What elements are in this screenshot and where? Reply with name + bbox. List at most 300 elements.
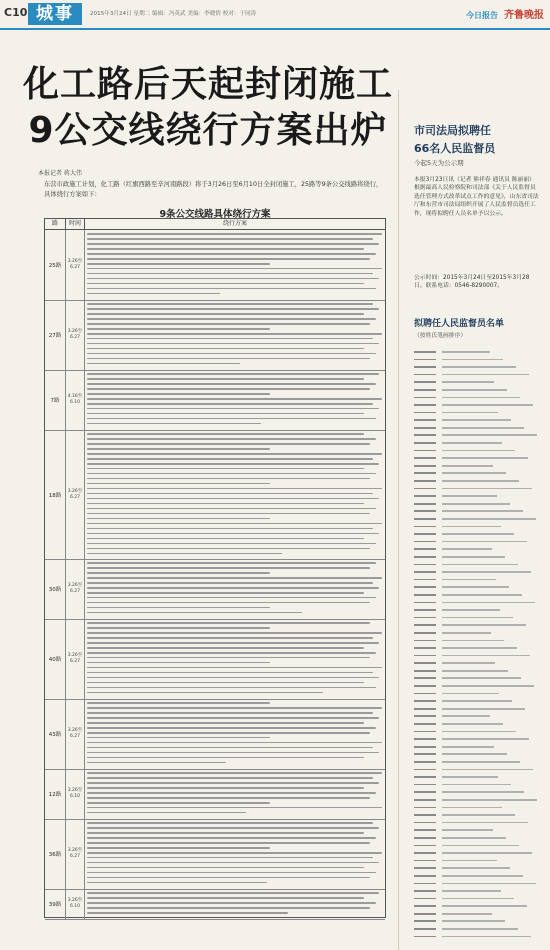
time-cell: 3.26至6.27 <box>66 699 85 769</box>
text-line <box>87 627 270 629</box>
nominee-affiliation <box>442 898 514 900</box>
route-cell: 43路 <box>45 699 66 769</box>
text-line <box>87 378 364 380</box>
nominee-name <box>414 761 436 763</box>
time-cell: 3.26至6.27 <box>66 819 85 889</box>
list-subtitle: （按姓氏笔画排序） <box>414 333 467 339</box>
nominee-name <box>414 419 436 421</box>
nominee-name <box>414 359 436 361</box>
list-item <box>414 842 544 850</box>
text-line <box>87 358 370 360</box>
nominee-name <box>414 791 436 793</box>
text-line <box>87 538 364 540</box>
nominee-name <box>414 488 436 490</box>
nominee-name <box>414 518 436 520</box>
text-line <box>87 797 370 799</box>
text-line <box>87 483 270 485</box>
text-line <box>87 907 370 909</box>
time-cell: 3.26至6.27 <box>66 619 85 699</box>
text-line <box>87 752 379 754</box>
nominee-affiliation <box>442 715 490 717</box>
list-item <box>414 750 544 758</box>
text-line <box>87 722 364 724</box>
table-row <box>45 769 385 820</box>
text-line <box>87 587 379 589</box>
text-line <box>87 602 370 604</box>
list-item <box>414 667 544 675</box>
nominee-affiliation <box>442 905 527 907</box>
masthead-brand <box>466 6 544 21</box>
page-header <box>0 0 550 30</box>
list-item <box>414 804 544 812</box>
text-line <box>87 897 364 899</box>
list-item <box>414 500 544 508</box>
nominee-affiliation <box>442 920 505 922</box>
text-line <box>87 553 282 555</box>
text-line <box>87 468 364 470</box>
nominee-name <box>414 624 436 626</box>
text-line <box>87 408 379 410</box>
table-row <box>45 300 385 371</box>
plan-cell <box>87 702 382 767</box>
nominee-affiliation <box>442 791 524 793</box>
plan-cell <box>87 622 382 697</box>
nominee-name <box>414 586 436 588</box>
list-item <box>414 872 544 880</box>
list-item <box>414 690 544 698</box>
list-item <box>414 416 544 424</box>
header-time: 时间 <box>66 219 85 229</box>
nominee-name <box>414 374 436 376</box>
list-item <box>414 568 544 576</box>
text-line <box>87 712 373 714</box>
nominee-affiliation <box>442 442 502 444</box>
list-item <box>414 682 544 690</box>
text-line <box>87 328 270 330</box>
nominee-name <box>414 556 436 558</box>
nominee-affiliation <box>442 556 505 558</box>
nominee-affiliation <box>442 533 514 535</box>
text-line <box>87 363 240 365</box>
list-item <box>414 348 544 356</box>
nominee-affiliation <box>442 351 490 353</box>
nominee-affiliation <box>442 480 519 482</box>
text-line <box>87 857 373 859</box>
nominee-name <box>414 655 436 657</box>
list-item <box>414 363 544 371</box>
nominee-affiliation <box>442 548 492 550</box>
text-line <box>87 478 370 480</box>
text-line <box>87 657 370 659</box>
text-line <box>87 567 370 569</box>
text-line <box>87 707 382 709</box>
list-item <box>414 675 544 683</box>
list-item <box>414 583 544 591</box>
list-item <box>414 439 544 447</box>
nominee-affiliation <box>442 746 494 748</box>
list-item <box>414 697 544 705</box>
text-line <box>87 647 364 649</box>
text-line <box>87 562 376 564</box>
text-line <box>87 333 382 335</box>
nominee-name <box>414 875 436 877</box>
text-line <box>87 652 376 654</box>
text-line <box>87 672 373 674</box>
list-item <box>414 462 544 470</box>
nominee-name <box>414 693 436 695</box>
list-item <box>414 424 544 432</box>
text-line <box>87 812 246 814</box>
text-line <box>87 682 364 684</box>
text-line <box>87 892 379 894</box>
nominee-name <box>414 837 436 839</box>
list-item <box>414 925 544 933</box>
nominee-affiliation <box>442 609 500 611</box>
text-line <box>87 398 382 400</box>
text-line <box>87 293 220 295</box>
list-item <box>414 735 544 743</box>
table-row <box>45 619 385 700</box>
plan-cell <box>87 303 382 368</box>
nominee-affiliation <box>442 602 535 604</box>
nominee-name <box>414 457 436 459</box>
nominee-affiliation <box>442 837 506 839</box>
list-item <box>414 637 544 645</box>
text-line <box>87 737 270 739</box>
list-item <box>414 880 544 888</box>
nominee-affiliation <box>442 381 494 383</box>
text-line <box>87 313 364 315</box>
text-line <box>87 622 370 624</box>
nominee-affiliation <box>442 526 501 528</box>
text-line <box>87 433 364 435</box>
nominee-name <box>414 495 436 497</box>
nominee-affiliation <box>442 518 536 520</box>
nominee-affiliation <box>442 852 532 854</box>
table-row <box>45 230 385 301</box>
nominee-name <box>414 769 436 771</box>
nominee-affiliation <box>442 761 520 763</box>
nominee-name <box>414 541 436 543</box>
plan-cell <box>87 772 382 817</box>
section-badge: 城事 <box>28 3 82 25</box>
list-item <box>414 659 544 667</box>
plan-cell <box>87 892 382 917</box>
nominee-name <box>414 548 436 550</box>
nominee-name <box>414 579 436 581</box>
nominee-name <box>414 852 436 854</box>
text-line <box>87 877 370 879</box>
list-item <box>414 849 544 857</box>
list-title: 拟聘任人民监督员名单 <box>414 319 505 329</box>
list-item <box>414 887 544 895</box>
nominee-affiliation <box>442 503 510 505</box>
text-line <box>87 827 379 829</box>
headline-line-2: 9公交线绕行方案出炉 <box>28 110 388 151</box>
nominee-name <box>414 845 436 847</box>
text-line <box>87 453 382 455</box>
text-line <box>87 662 270 664</box>
text-line <box>87 852 382 854</box>
text-line <box>87 258 370 260</box>
text-line <box>87 458 373 460</box>
nominee-name <box>414 920 436 922</box>
text-line <box>87 463 379 465</box>
nominee-affiliation <box>442 434 537 436</box>
list-item <box>414 591 544 599</box>
sidebar-intro: 本报3月23日讯（记者 熊祥春 通讯员 陈丽丽）根据最高人民检察院和司法部《关于人民监督员选任管理方式改革试点工作的意见》，山东省司法厅和东营市司法局组织开展了人民监督员选任工作，现将拟聘任人员名单予以公示。 <box>414 177 539 217</box>
nominee-name <box>414 883 436 885</box>
nominee-name <box>414 465 436 467</box>
brand-tagline: 今日报告 <box>466 11 498 20</box>
list-item <box>414 781 544 789</box>
text-line <box>87 403 373 405</box>
text-line <box>87 762 226 764</box>
route-cell: 7路 <box>45 370 66 430</box>
time-cell: 3.26至6.27 <box>66 300 85 370</box>
text-line <box>87 268 382 270</box>
list-item <box>414 553 544 561</box>
list-item <box>414 371 544 379</box>
nominee-name <box>414 640 436 642</box>
text-line <box>87 902 376 904</box>
text-line <box>87 443 370 445</box>
table-row <box>45 559 385 620</box>
nominee-name <box>414 571 436 573</box>
nominee-name <box>414 404 436 406</box>
text-line <box>87 543 376 545</box>
nominee-affiliation <box>442 807 502 809</box>
nominee-list <box>414 348 544 940</box>
table-title: 9条公交线路具体绕行方案 <box>159 209 271 220</box>
text-line <box>87 592 364 594</box>
nominee-affiliation <box>442 495 497 497</box>
nominee-affiliation <box>442 450 515 452</box>
text-line <box>87 747 373 749</box>
list-item <box>414 743 544 751</box>
list-item <box>414 766 544 774</box>
route-cell: 40路 <box>45 619 66 699</box>
nominee-name <box>414 776 436 778</box>
route-cell: 39路 <box>45 889 66 919</box>
text-line <box>87 233 382 235</box>
route-cell: 30路 <box>45 559 66 619</box>
list-item <box>414 705 544 713</box>
text-line <box>87 677 379 679</box>
text-line <box>87 238 373 240</box>
list-item <box>414 834 544 842</box>
list-item <box>414 515 544 523</box>
sidebar-title-line-2: 66名人民监督员 <box>414 142 496 155</box>
nominee-affiliation <box>442 427 524 429</box>
sidebar-subtitle: 今起5天为公示期 <box>414 159 464 167</box>
nominee-affiliation <box>442 738 529 740</box>
nominee-affiliation <box>442 769 533 771</box>
nominee-affiliation <box>442 579 496 581</box>
nominee-name <box>414 564 436 566</box>
list-item <box>414 470 544 478</box>
time-cell: 3.26至6.10 <box>66 769 85 819</box>
nominee-name <box>414 389 436 391</box>
list-item <box>414 720 544 728</box>
table-row <box>45 819 385 890</box>
nominee-name <box>414 427 436 429</box>
text-line <box>87 802 270 804</box>
nominee-affiliation <box>442 647 517 649</box>
text-line <box>87 867 364 869</box>
nominee-affiliation <box>442 624 526 626</box>
text-line <box>87 727 376 729</box>
nominee-name <box>414 867 436 869</box>
text-line <box>87 582 373 584</box>
nominee-affiliation <box>442 571 531 573</box>
nominee-affiliation <box>442 913 492 915</box>
nominee-affiliation <box>442 700 512 702</box>
nominee-name <box>414 662 436 664</box>
nominee-name <box>414 351 436 353</box>
nominee-name <box>414 715 436 717</box>
list-item <box>414 910 544 918</box>
nominee-affiliation <box>442 753 507 755</box>
nominee-name <box>414 434 436 436</box>
text-line <box>87 393 270 395</box>
list-item <box>414 728 544 736</box>
nominee-name <box>414 913 436 915</box>
nominee-name <box>414 829 436 831</box>
edition-meta: 2015年3月24日 星期二 编辑：冯英武 美编：李晓倩 校对：于同涛 <box>90 11 257 17</box>
route-cell: 25路 <box>45 230 66 300</box>
nominee-affiliation <box>442 488 532 490</box>
text-line <box>87 373 379 375</box>
text-line <box>87 847 270 849</box>
nominee-affiliation <box>442 936 531 938</box>
text-line <box>87 692 323 694</box>
text-line <box>87 508 376 510</box>
list-item <box>414 621 544 629</box>
nominee-affiliation <box>442 457 528 459</box>
text-line <box>87 253 376 255</box>
text-line <box>87 667 382 669</box>
nominee-name <box>414 450 436 452</box>
text-line <box>87 503 364 505</box>
nominee-name <box>414 936 436 938</box>
text-line <box>87 572 270 574</box>
list-item <box>414 614 544 622</box>
text-line <box>87 343 379 345</box>
nominee-name <box>414 822 436 824</box>
text-line <box>87 388 370 390</box>
list-item <box>414 401 544 409</box>
sidebar-article <box>398 30 550 924</box>
nominee-affiliation <box>442 814 515 816</box>
article-lede: 东营市政施工计划，化工路（红旗西路至辛河南路段）将于3月26日至6月10日全封闭施工，25路等9条公交线路将绕行，具体绕行方案如下： <box>44 181 383 198</box>
nominee-name <box>414 602 436 604</box>
text-line <box>87 862 379 864</box>
text-line <box>87 518 270 520</box>
nominee-name <box>414 890 436 892</box>
plan-cell <box>87 233 382 298</box>
text-line <box>87 248 364 250</box>
header-route: 路 <box>45 219 66 229</box>
nominee-affiliation <box>442 397 520 399</box>
route-cell: 18路 <box>45 430 66 559</box>
nominee-name <box>414 807 436 809</box>
nominee-affiliation <box>442 541 527 543</box>
text-line <box>87 423 261 425</box>
nominee-affiliation <box>442 670 508 672</box>
nominee-name <box>414 480 436 482</box>
nominee-name <box>414 647 436 649</box>
list-item <box>414 394 544 402</box>
nominee-affiliation <box>442 412 498 414</box>
nominee-affiliation <box>442 632 491 634</box>
nominee-affiliation <box>442 586 509 588</box>
list-item <box>414 652 544 660</box>
sidebar-note: 公示时间：2015年3月24日至2015年3月28日。联系电话：0546-8290007。 <box>414 275 530 290</box>
text-line <box>87 513 370 515</box>
list-item <box>414 902 544 910</box>
nominee-name <box>414 533 436 535</box>
list-item <box>414 523 544 531</box>
nominee-affiliation <box>442 389 507 391</box>
nominee-affiliation <box>442 799 537 801</box>
nominee-name <box>414 526 436 528</box>
text-line <box>87 822 373 824</box>
list-item <box>414 599 544 607</box>
text-line <box>87 832 364 834</box>
nominee-affiliation <box>442 693 499 695</box>
text-line <box>87 488 382 490</box>
list-item <box>414 447 544 455</box>
text-line <box>87 263 270 265</box>
nominee-affiliation <box>442 472 506 474</box>
nominee-affiliation <box>442 685 534 687</box>
text-line <box>87 717 379 719</box>
nominee-name <box>414 784 436 786</box>
nominee-name <box>414 814 436 816</box>
nominee-name <box>414 928 436 930</box>
text-line <box>87 597 376 599</box>
nominee-name <box>414 609 436 611</box>
text-line <box>87 533 379 535</box>
nominee-name <box>414 381 436 383</box>
nominee-name <box>414 510 436 512</box>
nominee-affiliation <box>442 465 493 467</box>
nominee-affiliation <box>442 822 528 824</box>
nominee-affiliation <box>442 723 503 725</box>
text-line <box>87 418 376 420</box>
list-item <box>414 857 544 865</box>
text-line <box>87 283 364 285</box>
nominee-name <box>414 708 436 710</box>
list-item <box>414 409 544 417</box>
nominee-name <box>414 442 436 444</box>
nominee-affiliation <box>442 419 511 421</box>
nominee-name <box>414 366 436 368</box>
text-line <box>87 837 376 839</box>
table-row <box>45 889 385 920</box>
plan-cell <box>87 822 382 887</box>
route-cell: 12路 <box>45 769 66 819</box>
nominee-name <box>414 860 436 862</box>
text-line <box>87 448 270 450</box>
list-item <box>414 378 544 386</box>
nominee-name <box>414 685 436 687</box>
list-item <box>414 530 544 538</box>
plan-cell <box>87 562 382 617</box>
list-item <box>414 713 544 721</box>
text-line <box>87 353 376 355</box>
